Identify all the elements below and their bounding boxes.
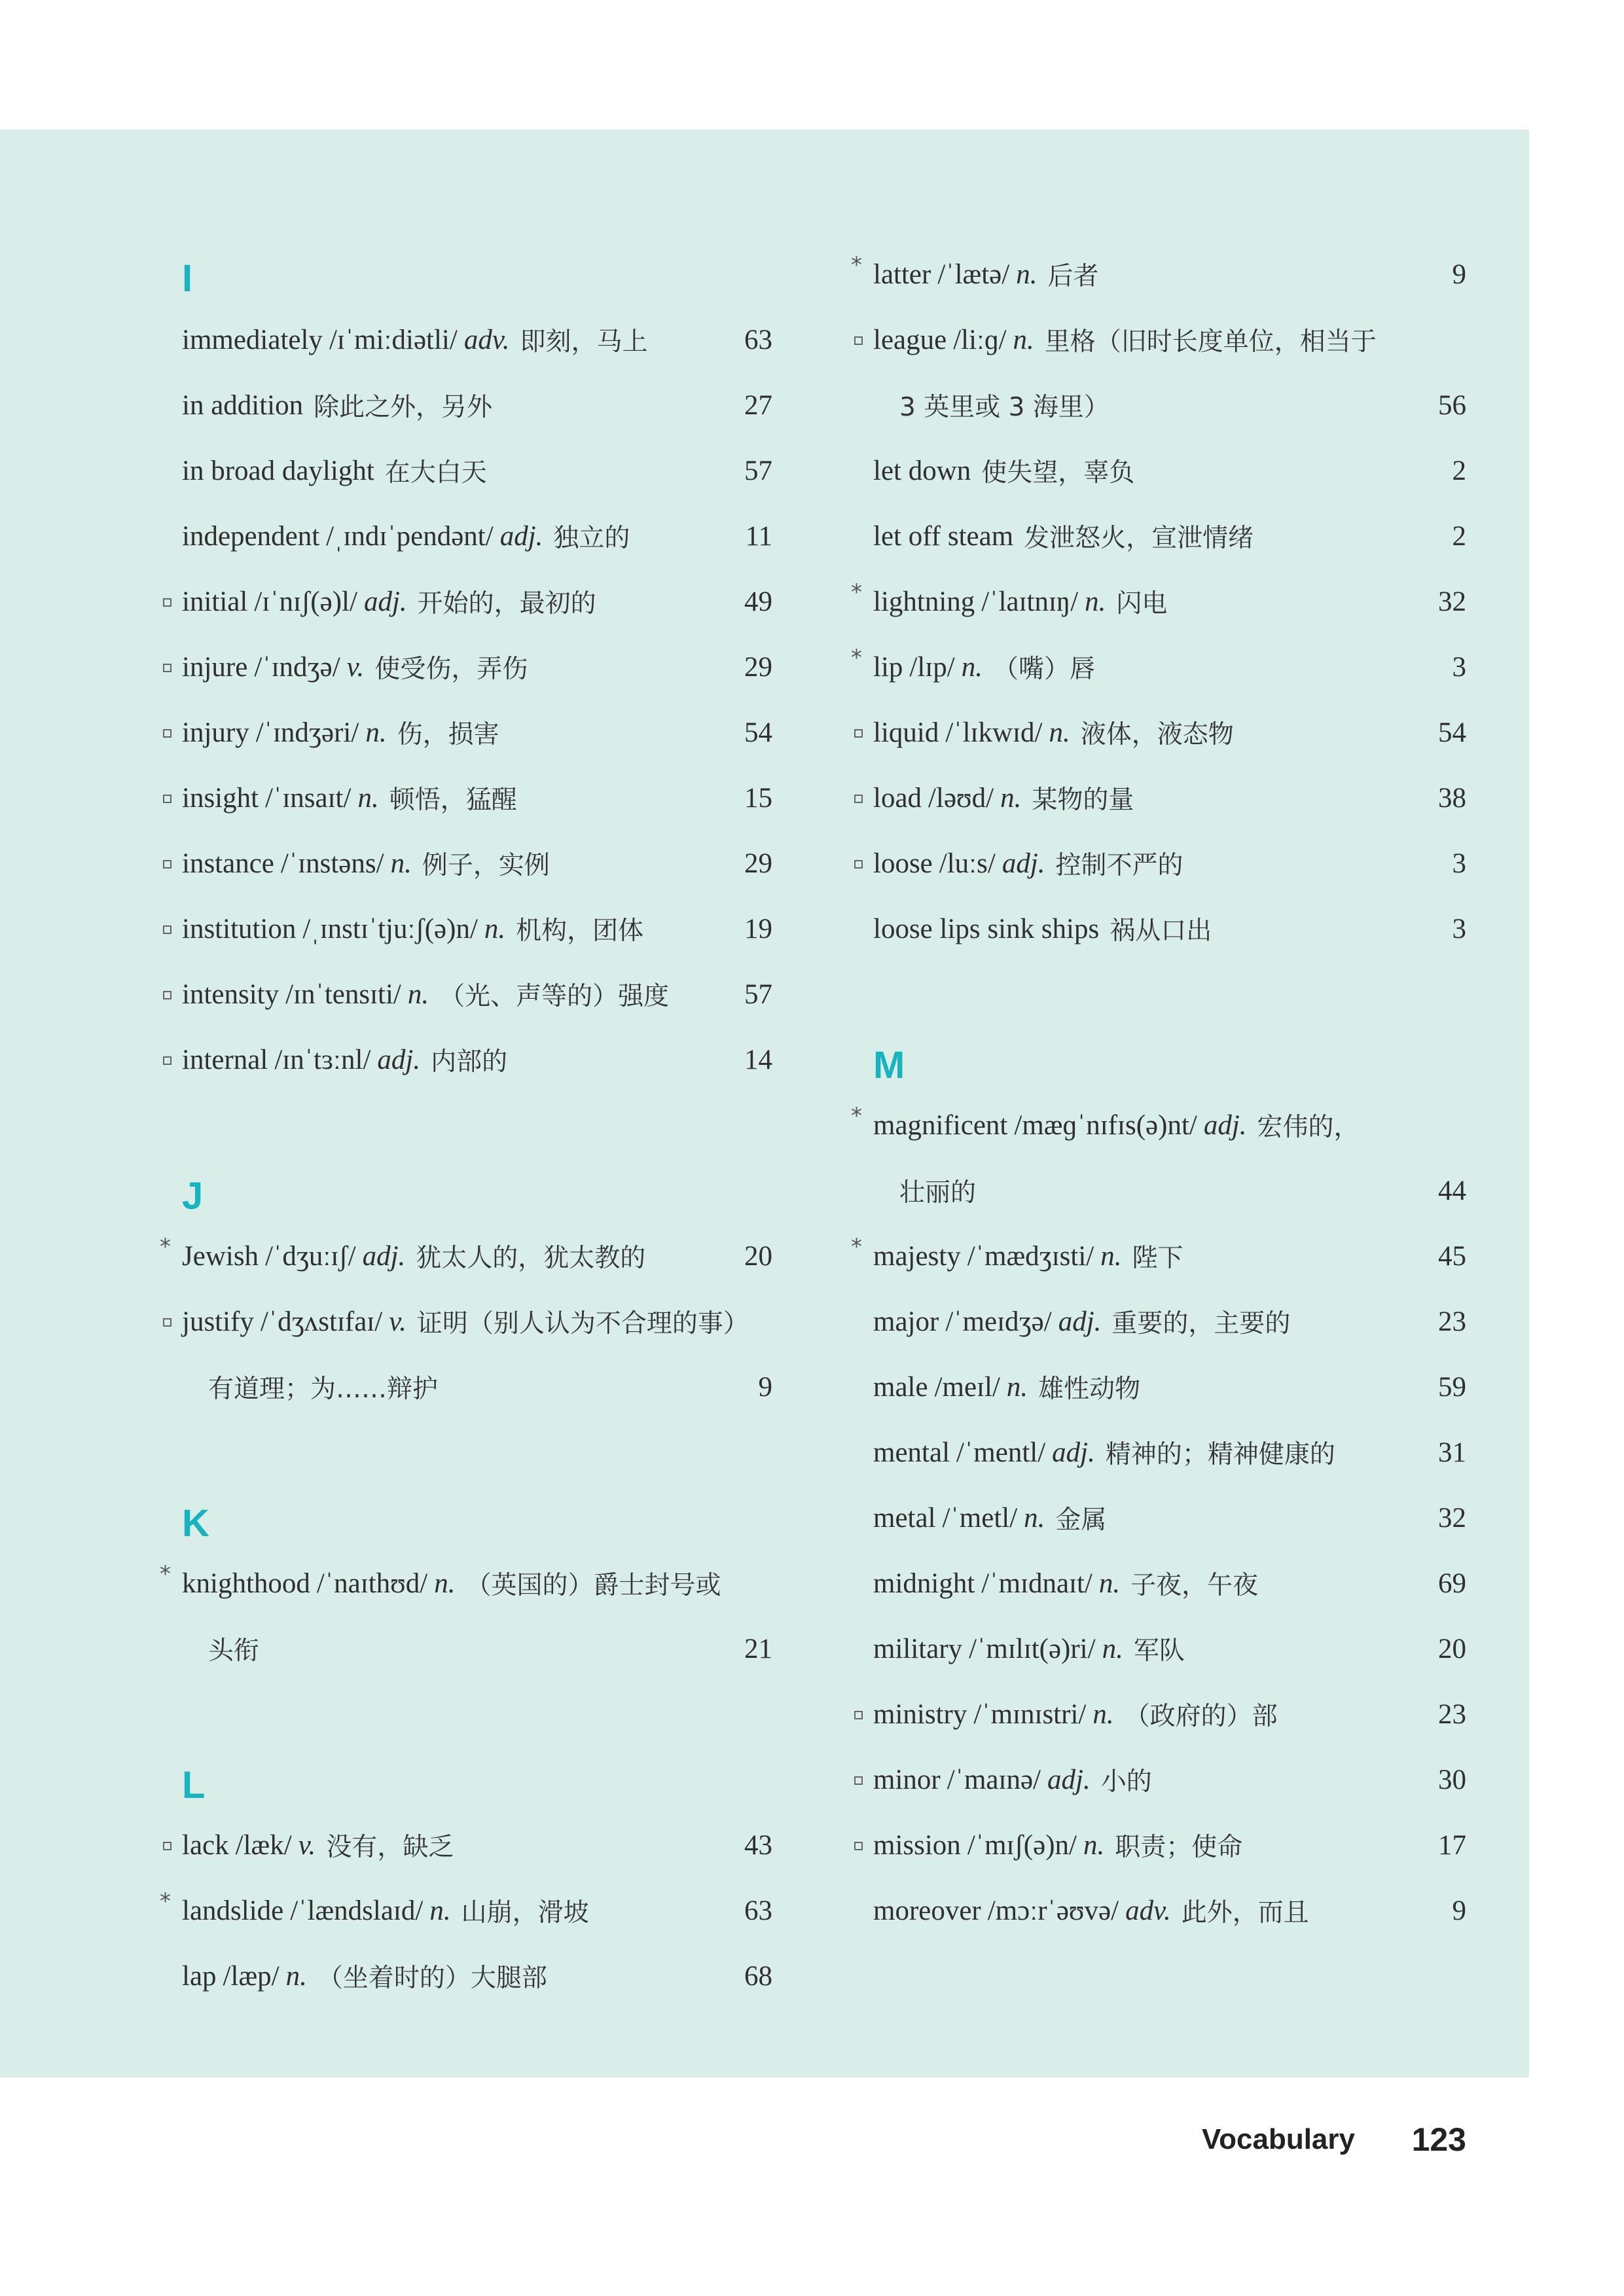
- square-marker-icon: [163, 598, 171, 607]
- meaning: 闪电: [1116, 589, 1168, 619]
- meaning: 金属: [1055, 1505, 1107, 1535]
- headword: lip: [873, 651, 903, 683]
- entry-latter: [873, 242, 1098, 307]
- part-of-speech: n.: [357, 782, 379, 814]
- square-marker-icon: [854, 795, 863, 803]
- part-of-speech: n.: [1016, 259, 1038, 290]
- headword: insight: [182, 782, 259, 814]
- phonetic: /ˈmetl/: [942, 1502, 1018, 1534]
- headword: instance: [182, 848, 274, 879]
- meaning: 内部的: [431, 1047, 508, 1077]
- page-ref: 27: [744, 389, 772, 421]
- part-of-speech: n.: [1102, 1633, 1123, 1664]
- meaning: 后者: [1047, 262, 1099, 291]
- part-of-speech: n.: [429, 1895, 451, 1926]
- entry-magnificent: [873, 1092, 1360, 1158]
- headword: in broad daylight: [182, 455, 374, 486]
- page-ref: 3: [1452, 651, 1466, 683]
- entry-immediately: [182, 307, 647, 372]
- section-letter-i: I: [182, 257, 193, 300]
- phonetic: /mɔːrˈəʊvə/: [987, 1895, 1119, 1926]
- page-ref: 9: [1452, 1895, 1466, 1926]
- part-of-speech: adv.: [463, 324, 510, 355]
- page-ref: 14: [744, 1044, 772, 1075]
- page-ref: 32: [1438, 1502, 1466, 1534]
- headword: loose lips sink ships: [873, 913, 1100, 944]
- meaning: 重要的，主要的: [1111, 1309, 1291, 1338]
- square-marker-icon: [163, 664, 171, 672]
- page-ref: 54: [1438, 717, 1466, 748]
- part-of-speech: n.: [1092, 1698, 1114, 1730]
- phonetic: /ˈdʒuːɪʃ/: [265, 1240, 356, 1272]
- meaning: 液体，液态物: [1080, 720, 1234, 749]
- footer-page-number: 123: [1411, 2121, 1466, 2158]
- headword: in addition: [182, 389, 304, 421]
- meaning-continued: 3 英里或 3 海里）: [899, 393, 1110, 422]
- headword: landslide: [182, 1895, 284, 1926]
- star-marker-icon: *: [160, 1234, 171, 1260]
- square-marker-icon: [163, 1842, 171, 1850]
- entry-loose-lips-sink-ships: [873, 896, 1212, 961]
- meaning: 例子，实例: [422, 851, 550, 880]
- meaning-continued: 壮丽的: [899, 1178, 977, 1208]
- page-ref: 23: [1438, 1306, 1466, 1337]
- entry-jewish: [182, 1223, 645, 1289]
- headword: internal: [182, 1044, 268, 1075]
- headword: knighthood: [182, 1568, 310, 1599]
- meaning: 除此之外，另外: [314, 393, 493, 422]
- meaning: 没有，缺乏: [326, 1833, 454, 1862]
- phonetic: /ɪnˈtɜːnl/: [274, 1044, 371, 1075]
- entry-instance: [182, 831, 550, 896]
- phonetic: /ɪˈnɪʃ(ə)l/: [254, 586, 357, 617]
- page-ref: 43: [744, 1829, 772, 1861]
- entry-independent: [182, 503, 630, 569]
- meaning: 机构，团体: [516, 916, 644, 946]
- entry-minor: [873, 1747, 1152, 1812]
- entry-internal: [182, 1027, 507, 1092]
- phonetic: /ɪˈmiːdiətli/: [329, 324, 458, 355]
- part-of-speech: adj.: [1058, 1306, 1102, 1337]
- headword: magnificent: [873, 1109, 1008, 1141]
- entry-lip: [873, 634, 1095, 700]
- meaning: 陛下: [1132, 1244, 1183, 1273]
- meaning: 证明（别人认为不合理的事）: [416, 1309, 749, 1338]
- headword: male: [873, 1371, 928, 1403]
- part-of-speech: n.: [1100, 1240, 1122, 1272]
- meaning: 山崩，滑坡: [461, 1898, 589, 1928]
- part-of-speech: n.: [407, 978, 429, 1010]
- part-of-speech: adj.: [1047, 1764, 1091, 1795]
- headword: major: [873, 1306, 939, 1337]
- part-of-speech: n.: [1049, 717, 1070, 748]
- entry-major: [873, 1289, 1290, 1354]
- headword: metal: [873, 1502, 936, 1534]
- headword: majesty: [873, 1240, 961, 1272]
- part-of-speech: adj.: [1203, 1109, 1247, 1141]
- entry-injury: [182, 700, 499, 765]
- phonetic: /ˈmeɪdʒə/: [945, 1306, 1052, 1337]
- entry-lightning: [873, 569, 1167, 634]
- entry-let-down: [873, 438, 1134, 503]
- page-ref: 57: [744, 455, 772, 486]
- phonetic: /ˈlætə/: [937, 259, 1010, 290]
- headword: military: [873, 1633, 963, 1664]
- square-marker-icon: [854, 336, 863, 345]
- headword: initial: [182, 586, 248, 617]
- part-of-speech: adj.: [1052, 1437, 1095, 1468]
- page-ref: 56: [1438, 389, 1466, 421]
- page-ref: 2: [1452, 520, 1466, 552]
- phonetic: /ˈmɪʃ(ə)n/: [967, 1829, 1077, 1861]
- phonetic: /ˈɪndʒə/: [254, 651, 340, 683]
- meaning: 职责；使命: [1115, 1833, 1243, 1862]
- phonetic: /ˈdʒʌstɪfaɪ/: [260, 1306, 383, 1337]
- page-ref: 30: [1438, 1764, 1466, 1795]
- part-of-speech: n.: [365, 717, 387, 748]
- page-ref: 57: [744, 978, 772, 1010]
- headword: load: [873, 782, 922, 814]
- phonetic: /ˌɪndɪˈpendənt/: [326, 520, 494, 552]
- square-marker-icon: [854, 1711, 863, 1719]
- entry-moreover: [873, 1878, 1309, 1943]
- square-marker-icon: [163, 991, 171, 999]
- phonetic: /ˈmaɪnə/: [947, 1764, 1041, 1795]
- entry-in-addition: [182, 372, 492, 438]
- entry-injure: [182, 634, 528, 700]
- page-ref: 45: [1438, 1240, 1466, 1272]
- meaning: （光、声等的）强度: [439, 982, 670, 1011]
- headword: intensity: [182, 978, 280, 1010]
- star-marker-icon: *: [851, 1103, 862, 1129]
- phonetic: /ˈlɪkwɪd/: [945, 717, 1043, 748]
- entry-insight: [182, 765, 517, 831]
- entry-knighthood-continued: [208, 1616, 259, 1681]
- part-of-speech: v.: [346, 651, 365, 683]
- square-marker-icon: [854, 860, 863, 869]
- section-letter-j: J: [182, 1175, 204, 1217]
- page-ref: 21: [744, 1633, 772, 1664]
- part-of-speech: n.: [1013, 324, 1034, 355]
- page-ref: 63: [744, 324, 772, 355]
- page-ref: 59: [1438, 1371, 1466, 1403]
- entry-lap: [182, 1943, 547, 2009]
- entry-magnificent-continued: [899, 1158, 976, 1223]
- headword: ministry: [873, 1698, 967, 1730]
- page-ref: 54: [744, 717, 772, 748]
- headword: loose: [873, 848, 933, 879]
- entry-intensity: [182, 961, 669, 1027]
- meaning: 宏伟的，: [1257, 1113, 1360, 1142]
- phonetic: /ˈmɪnɪstri/: [973, 1698, 1087, 1730]
- part-of-speech: n.: [1083, 1829, 1105, 1861]
- meaning: 伤，损害: [397, 720, 499, 749]
- meaning: 使失望，辜负: [981, 458, 1135, 488]
- entry-landslide: [182, 1878, 589, 1943]
- vocabulary-panel: [0, 130, 1529, 2077]
- entry-loose: [873, 831, 1183, 896]
- phonetic: /ˈɪndʒəri/: [255, 717, 359, 748]
- headword: injury: [182, 717, 249, 748]
- part-of-speech: n.: [434, 1568, 456, 1599]
- meaning: 控制不严的: [1055, 851, 1183, 880]
- star-marker-icon: *: [851, 645, 862, 671]
- part-of-speech: n.: [1098, 1568, 1121, 1599]
- headword: mission: [873, 1829, 961, 1861]
- headword: institution: [182, 913, 297, 944]
- entry-load: [873, 765, 1134, 831]
- meaning-continued: 有道理；为……辩护: [208, 1374, 439, 1404]
- headword: latter: [873, 259, 931, 290]
- meaning: 小的: [1100, 1767, 1152, 1797]
- meaning: 发泄怒火，宣泄情绪: [1024, 524, 1254, 553]
- page-ref: 29: [744, 848, 772, 879]
- meaning: 精神的；精神健康的: [1105, 1440, 1335, 1469]
- phonetic: /ˈɪnstəns/: [280, 848, 384, 879]
- entry-liquid: [873, 700, 1234, 765]
- page-ref: 63: [744, 1895, 772, 1926]
- headword: mental: [873, 1437, 950, 1468]
- square-marker-icon: [854, 729, 863, 738]
- entry-mental: [873, 1420, 1335, 1485]
- meaning: 犹太人的，犹太教的: [416, 1244, 646, 1273]
- page-ref: 19: [744, 913, 772, 944]
- part-of-speech: v.: [298, 1829, 316, 1861]
- headword: liquid: [873, 717, 939, 748]
- headword: midnight: [873, 1568, 975, 1599]
- page-ref: 31: [1438, 1437, 1466, 1468]
- square-marker-icon: [163, 1318, 171, 1327]
- page-ref: 49: [744, 586, 772, 617]
- page-ref: 68: [744, 1960, 772, 1992]
- page-ref: 44: [1438, 1175, 1466, 1206]
- star-marker-icon: *: [851, 252, 862, 278]
- star-marker-icon: *: [851, 1234, 862, 1260]
- part-of-speech: n.: [285, 1960, 307, 1992]
- entry-institution: [182, 896, 643, 961]
- page-ref: 9: [1452, 259, 1466, 290]
- part-of-speech: v.: [389, 1306, 406, 1337]
- headword: minor: [873, 1764, 941, 1795]
- headword: lap: [182, 1960, 217, 1992]
- meaning: （英国的）爵士封号或: [465, 1571, 721, 1600]
- meaning-continued: 头衔: [208, 1636, 260, 1666]
- headword: let down: [873, 455, 971, 486]
- meaning: 即刻，马上: [520, 327, 648, 357]
- part-of-speech: n.: [484, 913, 506, 944]
- page-ref: 23: [1438, 1698, 1466, 1730]
- entry-mission: [873, 1812, 1242, 1878]
- entry-initial: [182, 569, 596, 634]
- section-letter-m: M: [873, 1044, 905, 1086]
- entry-justify: [182, 1289, 749, 1354]
- headword: moreover: [873, 1895, 981, 1926]
- square-marker-icon: [854, 1776, 863, 1785]
- part-of-speech: adj.: [1001, 848, 1045, 879]
- square-marker-icon: [163, 860, 171, 869]
- entry-military: [873, 1616, 1185, 1681]
- phonetic: /læk/: [235, 1829, 292, 1861]
- page-ref: 20: [744, 1240, 772, 1272]
- page-ref: 15: [744, 782, 772, 814]
- page-ref: 32: [1438, 586, 1466, 617]
- page-ref: 17: [1438, 1829, 1466, 1861]
- phonetic: /mæɡˈnɪfɪs(ə)nt/: [1014, 1109, 1197, 1141]
- part-of-speech: adj.: [377, 1044, 421, 1075]
- entry-majesty: [873, 1223, 1183, 1289]
- phonetic: /ləʊd/: [928, 782, 994, 814]
- phonetic: /ˈnaɪthʊd/: [316, 1568, 428, 1599]
- entry-midnight: [873, 1551, 1258, 1616]
- phonetic: /ˈlaɪtnɪŋ/: [981, 586, 1079, 617]
- phonetic: /meɪl/: [934, 1371, 1000, 1403]
- entry-lack: [182, 1812, 454, 1878]
- meaning: （坐着时的）大腿部: [317, 1964, 547, 1993]
- part-of-speech: adv.: [1125, 1895, 1171, 1926]
- page-ref: 29: [744, 651, 772, 683]
- page-ref: 38: [1438, 782, 1466, 814]
- square-marker-icon: [163, 1056, 171, 1065]
- entry-male: [873, 1354, 1140, 1420]
- part-of-speech: adj.: [499, 520, 543, 552]
- phonetic: /ˈmædʒɪsti/: [967, 1240, 1094, 1272]
- section-letter-k: K: [182, 1502, 209, 1545]
- phonetic: /ˈmɪdnaɪt/: [981, 1568, 1092, 1599]
- entry-knighthood: [182, 1551, 721, 1616]
- page-ref: 20: [1438, 1633, 1466, 1664]
- phonetic: /ɪnˈtensɪti/: [285, 978, 401, 1010]
- headword: let off steam: [873, 520, 1014, 552]
- phonetic: /ˌɪnstɪˈtjuːʃ(ə)n/: [302, 913, 478, 944]
- square-marker-icon: [854, 1842, 863, 1850]
- phonetic: /liːɡ/: [953, 324, 1007, 355]
- star-marker-icon: *: [160, 1561, 171, 1587]
- entry-let-off-steam: [873, 503, 1254, 569]
- headword: lightning: [873, 586, 975, 617]
- page-ref: 69: [1438, 1568, 1466, 1599]
- meaning: 使受伤，弄伤: [374, 655, 528, 684]
- part-of-speech: n.: [1024, 1502, 1045, 1534]
- meaning: 顿悟，猛醒: [389, 785, 517, 815]
- square-marker-icon: [163, 729, 171, 738]
- phonetic: /ˈmentl/: [956, 1437, 1046, 1468]
- phonetic: /ˈlændslaɪd/: [290, 1895, 424, 1926]
- part-of-speech: n.: [1006, 1371, 1028, 1403]
- meaning: （政府的）部: [1124, 1702, 1278, 1731]
- entry-in-broad-daylight: [182, 438, 487, 503]
- meaning: 雄性动物: [1038, 1374, 1141, 1404]
- headword: Jewish: [182, 1240, 259, 1272]
- phonetic: /læp/: [223, 1960, 280, 1992]
- phonetic: /lɪp/: [909, 651, 955, 683]
- meaning: 军队: [1133, 1636, 1185, 1666]
- phonetic: /luːs/: [939, 848, 996, 879]
- headword: lack: [182, 1829, 229, 1861]
- headword: injure: [182, 651, 248, 683]
- headword: justify: [182, 1306, 254, 1337]
- page-ref: 3: [1452, 848, 1466, 879]
- entry-ministry: [873, 1681, 1278, 1747]
- entry-metal: [873, 1485, 1106, 1551]
- square-marker-icon: [163, 795, 171, 803]
- star-marker-icon: *: [851, 579, 862, 605]
- part-of-speech: n.: [1000, 782, 1022, 814]
- meaning: 独立的: [553, 524, 630, 553]
- part-of-speech: n.: [390, 848, 412, 879]
- meaning: 在大白天: [384, 458, 487, 488]
- phonetic: /ˈmɪlɪt(ə)ri/: [969, 1633, 1096, 1664]
- meaning: 某物的量: [1032, 785, 1134, 815]
- meaning: （嘴）唇: [992, 655, 1095, 684]
- star-marker-icon: *: [160, 1888, 171, 1914]
- entry-league: [873, 307, 1377, 372]
- headword: league: [873, 324, 947, 355]
- meaning: 里格（旧时长度单位，相当于: [1044, 327, 1377, 357]
- headword: independent: [182, 520, 320, 552]
- page-ref: 3: [1452, 913, 1466, 944]
- entry-justify-continued: [208, 1354, 438, 1420]
- part-of-speech: adj.: [363, 586, 407, 617]
- meaning: 子夜，午夜: [1130, 1571, 1259, 1600]
- meaning: 祸从口出: [1110, 916, 1212, 946]
- meaning: 此外，而且: [1181, 1898, 1309, 1928]
- footer-section-label: Vocabulary: [1202, 2123, 1355, 2155]
- entry-league-continued: [899, 372, 1110, 438]
- phonetic: /ˈɪnsaɪt/: [265, 782, 352, 814]
- part-of-speech: n.: [961, 651, 983, 683]
- square-marker-icon: [163, 925, 171, 934]
- meaning: 开始的，最初的: [417, 589, 596, 619]
- headword: immediately: [182, 324, 323, 355]
- section-letter-l: L: [182, 1764, 206, 1806]
- page-ref: 2: [1452, 455, 1466, 486]
- page-ref: 9: [758, 1371, 772, 1403]
- part-of-speech: n.: [1085, 586, 1106, 617]
- page-ref: 11: [745, 520, 772, 552]
- part-of-speech: adj.: [362, 1240, 406, 1272]
